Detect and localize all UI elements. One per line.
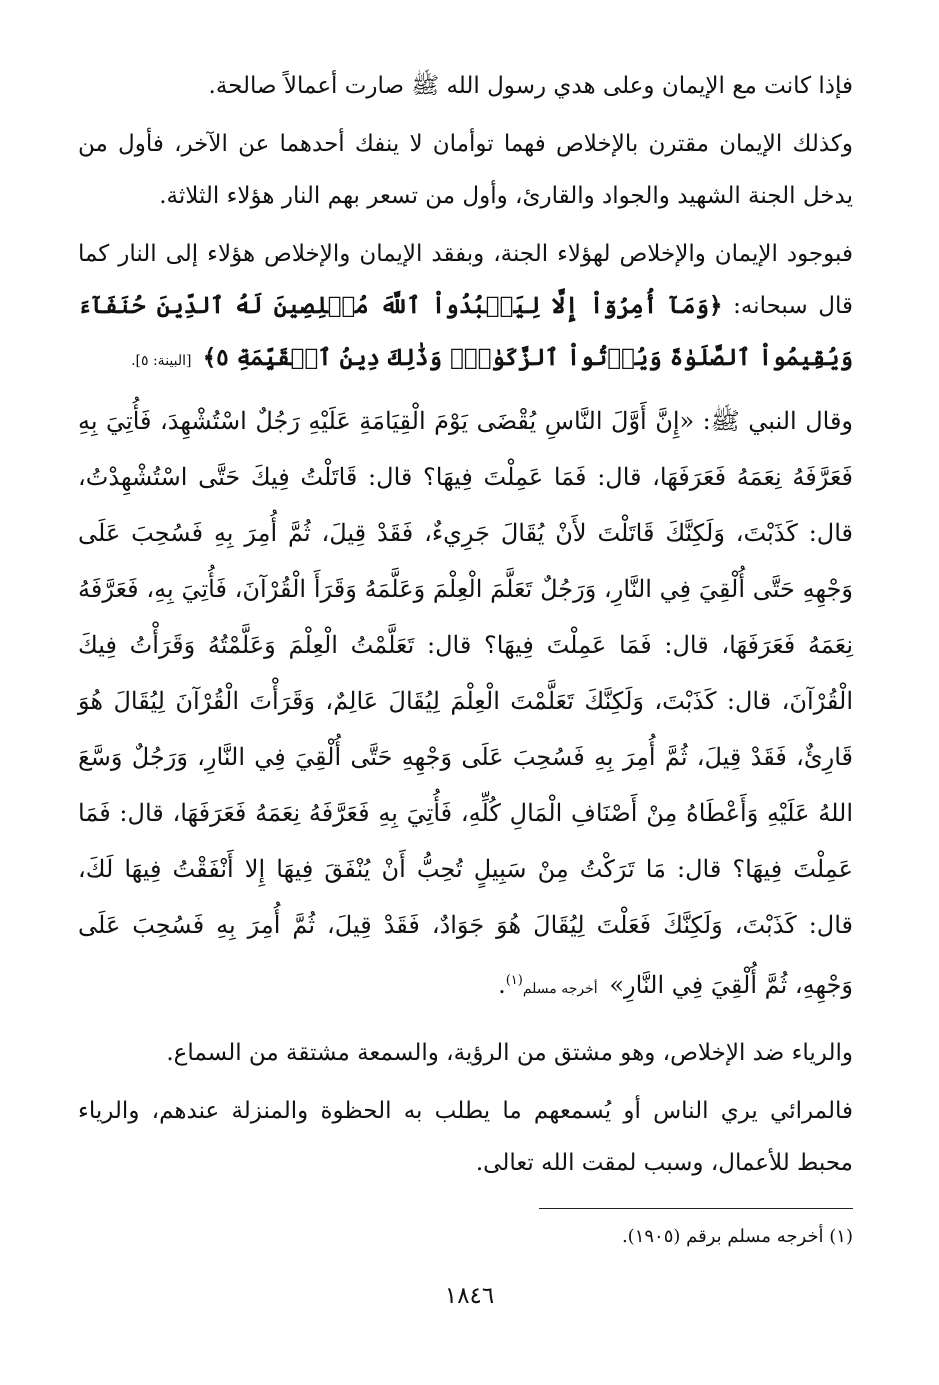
paragraph-4-end: .: [498, 971, 506, 999]
paragraph-1: [78, 60, 853, 112]
footnote-divider: [539, 1208, 853, 1209]
footnote-marker: (١): [505, 973, 523, 988]
paragraph-4: [78, 393, 853, 1017]
hadith-text: «إِنَّ أَوَّلَ النَّاسِ يُقْضَى يَوْمَ الْقِيَامَةِ عَلَيْهِ رَجُلٌ اسْتُشْهِدَ، فَأُتِيَ بِهِ فَعَرَّفَهُ نِعَمَهُ فَعَرَفَهَا، قال: فَمَا عَمِلْتَ فِيهَا؟ قال: قَاتَلْتُ فِيكَ حَتَّى اسْتُشْهِدْتُ، قال: كَذَبْتَ، وَلَكِنَّكَ قَاتَلْتَ لأَنْ يُقَالَ جَرِيءٌ، فَقَدْ قِيلَ، ثُمَّ أُمِرَ بِهِ فَسُحِبَ عَلَى وَجْهِهِ حَتَّى أُلْقِيَ فِي النَّارِ، وَرَجُلٌ تَعَلَّمَ الْعِلْمَ وَعَلَّمَهُ وَقَرَأَ الْقُرْآنَ، فَأُتِيَ بِهِ، فَعَرَّفَهُ نِعَمَهُ فَعَرَفَهَا، قال: فَمَا عَمِلْتَ فِيهَا؟ قال: تَعَلَّمْتُ الْعِلْمَ وَعَلَّمْتُهُ وَقَرَأْتُ فِيكَ الْقُرْآنَ، قال: كَذَبْتَ، وَلَكِنَّكَ تَعَلَّمْتَ الْعِلْمَ لِيُقَالَ عَالِمٌ، وَقَرَأْتَ الْقُرْآنَ لِيُقَالَ هُوَ قَارِئٌ، فَقَدْ قِيلَ، ثُمَّ أُمِرَ بِهِ فَسُحِبَ عَلَى وَجْهِهِ حَتَّى أُلْقِيَ فِي النَّارِ، وَرَجُلٌ وَسَّعَ اللهُ عَلَيْهِ وَأَعْطَاهُ مِنْ أَصْنَافِ الْمَالِ كُلِّهِ، فَأُتِيَ بِهِ فَعَرَّفَهُ نِعَمَهُ فَعَرَفَهَا، قال: فَمَا عَمِلْتَ فِيهَا؟ قال: مَا تَرَكْتُ مِنْ سَبِيلٍ تُحِبُّ أَنْ يُنْفَقَ فِيهَا إِلا أَنْفَقْتُ فِيهَا لَكَ، قال: كَذَبْتَ، وَلَكِنَّكَ فَعَلْتَ لِيُقَالَ هُوَ جَوَادٌ، فَقَدْ قِيلَ، ثُمَّ أُمِرَ بِهِ فَسُحِبَ عَلَى وَجْهِهِ، ثُمَّ أُلْقِيَ فِي النَّارِ»: [78, 407, 853, 999]
paragraph-5: [78, 1027, 853, 1079]
paragraph-6: [78, 1085, 853, 1189]
paragraph-1-text: فإذا كانت مع الإيمان وعلى هدي رسول الله ﷺ صارت أعمالاً صالحة.: [208, 73, 853, 99]
quran-verse: ﴿وَمَآ أُمِرُوٓاْ إِلَّا لِيَعۡبُدُواْ ٱللَّهَ مُخۡلِصِينَ لَهُ ٱلدِّينَ حُنَفَآءَ وَيُقِيمُواْ ٱلصَّلَوٰةَ وَيُؤۡتُواْ ٱلزَّكَوٰةَۚ وَذَٰلِكَ دِينُ ٱلۡقَيِّمَةِ ٥﴾: [78, 292, 853, 371]
footnote: (١) أخرجه مسلم برقم (١٩٠٥).: [621, 1226, 853, 1247]
paragraph-2-text: وكذلك الإيمان مقترن بالإخلاص فهما توأمان لا ينفك أحدهما عن الآخر، فأول من يدخل الجنة الشهيد والجواد والقارئ، وأول من تسعر بهم النار هؤلاء الثلاثة.: [78, 131, 853, 209]
hadith-source: أخرجه مسلم: [522, 981, 598, 997]
main-text: [78, 60, 853, 1195]
paragraph-5-text: والرياء ضد الإخلاص، وهو مشتق من الرؤية، والسمعة مشتقة من السماع.: [166, 1040, 853, 1066]
paragraph-3-intro: فبوجود الإيمان والإخلاص لهؤلاء الجنة، وبفقد الإيمان والإخلاص هؤلاء إلى النار كما قال سبحانه:: [78, 241, 853, 319]
quran-reference: [البينة: ٥].: [131, 353, 192, 369]
paragraph-3: [78, 228, 853, 387]
paragraph-2: [78, 118, 853, 222]
paragraph-4-intro: وقال النبي ﷺ:: [694, 407, 854, 435]
paragraph-6-text: فالمرائي يري الناس أو يُسمعهم ما يطلب به الحظوة والمنزلة عندهم، والرياء محبط للأعمال، وسبب لمقت الله تعالى.: [78, 1098, 853, 1176]
page-number: ١٨٤٦: [444, 1283, 495, 1309]
